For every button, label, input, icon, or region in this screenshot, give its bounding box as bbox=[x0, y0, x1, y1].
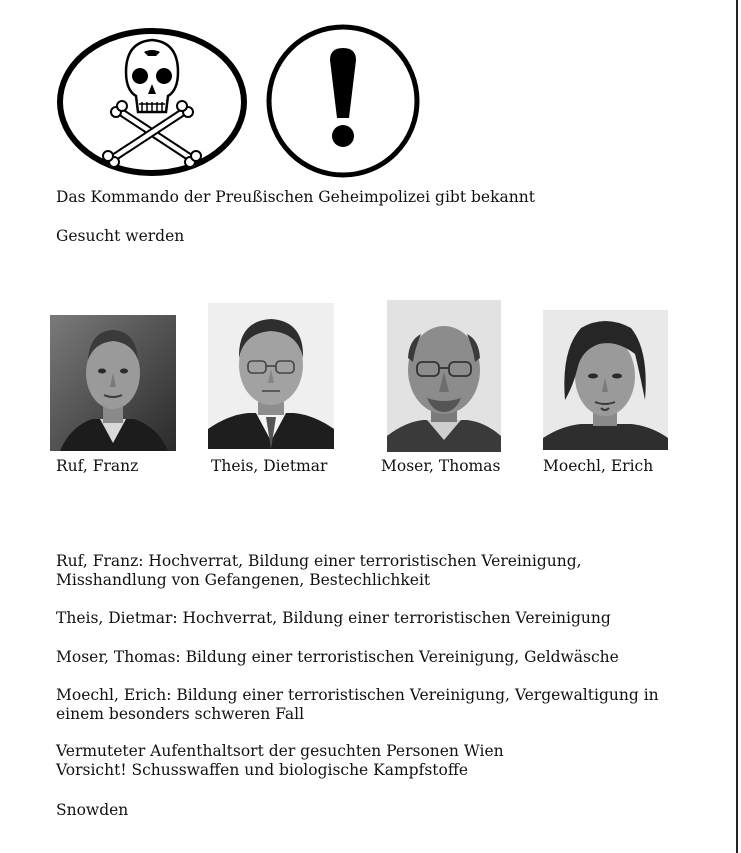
charge-paragraph bbox=[56, 648, 716, 667]
portrait-photo bbox=[50, 315, 176, 451]
footer-paragraph bbox=[56, 742, 716, 780]
page-right-border bbox=[736, 0, 738, 853]
portrait-photo bbox=[543, 310, 668, 450]
person-name: Moser, Thomas bbox=[381, 457, 501, 475]
charge-line: Theis, Dietmar: Hochverrat, Bildung einer terroristischen Vereinigung bbox=[56, 609, 611, 627]
skull-and-crossbones-icon bbox=[60, 31, 244, 173]
charge-line: Moechl, Erich: Bildung einer terroristischen Vereinigung, Vergewaltigung in bbox=[56, 686, 659, 704]
charge-paragraph bbox=[56, 609, 716, 628]
emblem-row bbox=[56, 22, 426, 182]
person-name: Moechl, Erich bbox=[543, 457, 654, 475]
charge-line: Moser, Thomas: Bildung einer terroristischen Vereinigung, Geldwäsche bbox=[56, 648, 619, 666]
location-text: Vermuteter Aufenthaltsort der gesuchten Personen Wien bbox=[56, 742, 504, 760]
portrait-photo bbox=[387, 300, 501, 452]
portrait-photo bbox=[208, 303, 334, 449]
exclamation-mark-icon bbox=[269, 27, 417, 175]
charge-line: Ruf, Franz: Hochverrat, Bildung einer terroristischen Vereinigung, bbox=[56, 552, 582, 570]
signature-text: Snowden bbox=[56, 801, 129, 819]
charge-paragraph bbox=[56, 686, 716, 724]
person-name: Theis, Dietmar bbox=[211, 457, 328, 475]
charge-paragraph bbox=[56, 552, 716, 590]
subtitle-text: Gesucht werden bbox=[56, 227, 185, 245]
charge-line: Misshandlung von Gefangenen, Bestechlichkeit bbox=[56, 571, 431, 589]
announcement-text: Das Kommando der Preußischen Geheimpolizei gibt bekannt bbox=[56, 188, 535, 206]
warning-text: Vorsicht! Schusswaffen und biologische Kampfstoffe bbox=[56, 761, 469, 779]
charge-line: einem besonders schweren Fall bbox=[56, 705, 305, 723]
person-name: Ruf, Franz bbox=[56, 457, 139, 475]
